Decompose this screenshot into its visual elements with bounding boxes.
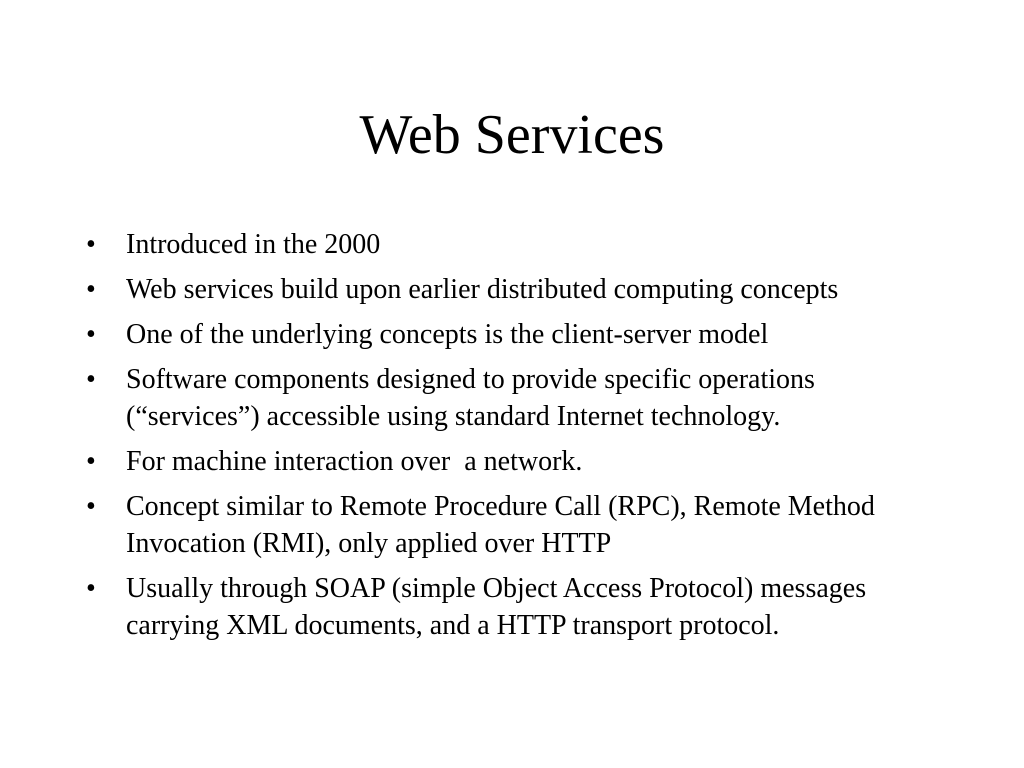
bullet-text: Concept similar to Remote Procedure Call (RPC), Remote Method Invocation (RMI), only applied over HTTP [126,491,882,559]
bullet-text: Software components designed to provide specific operations (“services”) accessible using standard Internet technology. [126,364,822,432]
bullet-icon: • [86,573,96,604]
bullet-icon: • [86,319,96,350]
bullet-item [86,488,946,562]
bullet-item [86,443,946,480]
bullet-text: Web services build upon earlier distributed computing concepts [126,274,839,305]
bullet-icon: • [86,229,96,260]
bullet-icon: • [86,274,96,305]
bullet-text: For machine interaction over a network. [126,446,583,477]
bullet-text: One of the underlying concepts is the client-server model [126,319,769,350]
slide-title: Web Services [359,104,665,166]
bullet-text: Usually through SOAP (simple Object Access Protocol) messages carrying XML documents, and a HTTP transport protocol. [126,573,874,641]
bullet-icon: • [86,446,96,477]
bullet-icon: • [86,364,96,395]
bullet-item [86,316,946,353]
bullet-icon: • [86,491,96,522]
bullet-list [86,226,946,652]
bullet-item [86,570,946,644]
bullet-item [86,226,946,263]
bullet-item [86,361,946,435]
bullet-text: Introduced in the 2000 [126,229,381,260]
bullet-item [86,271,946,308]
